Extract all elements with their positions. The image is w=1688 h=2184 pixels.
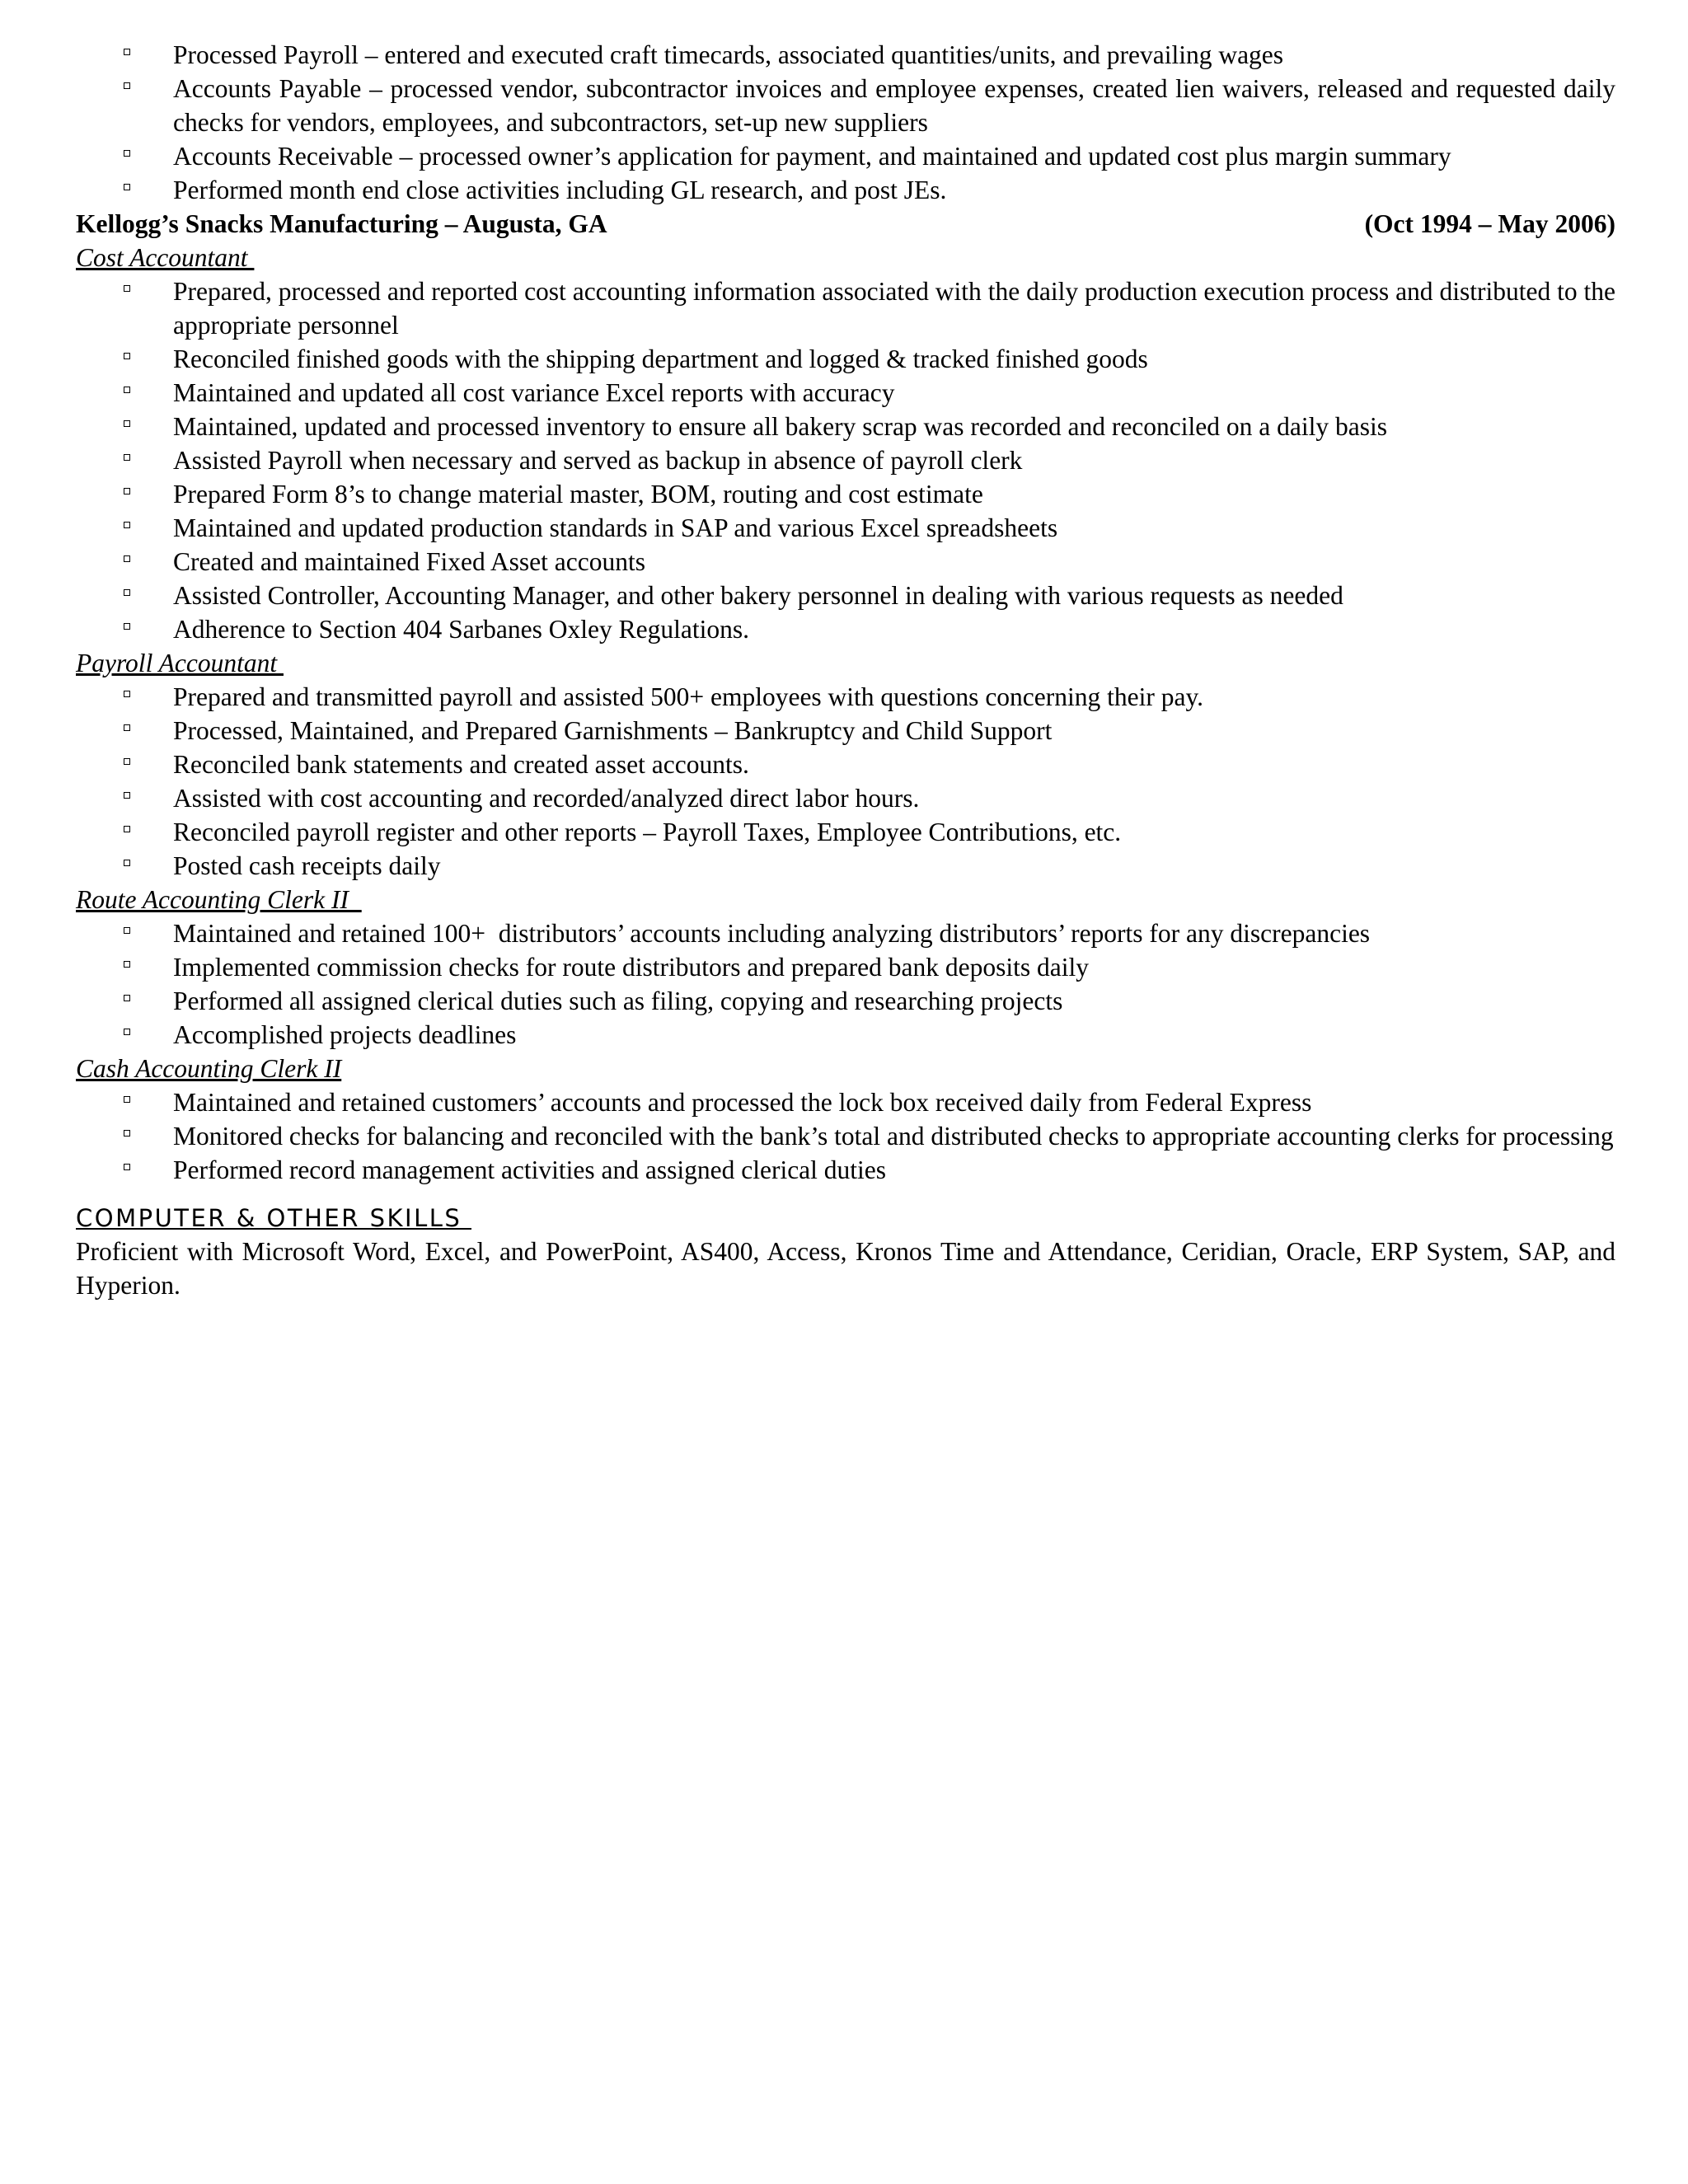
list-item: [76, 1018, 1615, 1052]
skills-paragraph: Proficient with Microsoft Word, Excel, and PowerPoint, AS400, Access, Kronos Time and Attendance, Ceridian, Oracle, ERP System, SAP, and Hyperion.: [76, 1237, 1615, 1300]
bullet-text: Accounts Payable – processed vendor, subcontractor invoices and employee expenses, created lien waivers, released and requested daily checks for vendors, employees, and subcontractors, set-up new suppliers: [173, 74, 1615, 137]
list-item: [76, 612, 1615, 646]
bullet-text: Accomplished projects deadlines: [173, 1020, 517, 1049]
square-bullet-icon: [124, 522, 130, 528]
bullet-text: Performed record management activities and assigned clerical duties: [173, 1155, 887, 1184]
employer-heading: [76, 207, 1615, 241]
list-item: [76, 1153, 1615, 1187]
bullet-text: Maintained and updated all cost variance Excel reports with accuracy: [173, 378, 895, 407]
cost-accountant-bullet-list: [76, 274, 1615, 646]
square-bullet-icon: [124, 387, 130, 393]
bullet-text: Assisted with cost accounting and recorded/analyzed direct labor hours.: [173, 784, 920, 813]
list-item: [76, 916, 1615, 950]
list-item: [76, 984, 1615, 1018]
square-bullet-icon: [124, 454, 130, 461]
payroll-accountant-bullet-list: [76, 680, 1615, 883]
square-bullet-icon: [124, 691, 130, 697]
list-item: [76, 781, 1615, 815]
list-item: [76, 173, 1615, 207]
square-bullet-icon: [124, 995, 130, 1001]
list-item: [76, 815, 1615, 849]
bullet-text: Monitored checks for balancing and reconciled with the bank’s total and distributed checks to appropriate accounting clerks for processing: [173, 1122, 1614, 1151]
list-item: [76, 139, 1615, 173]
square-bullet-icon: [124, 1096, 130, 1103]
square-bullet-icon: [124, 184, 130, 190]
bullet-text: Maintained and retained 100+ distributors’ accounts including analyzing distributors’ reports for any discrepancies: [173, 919, 1371, 948]
bullet-text: Created and maintained Fixed Asset accounts: [173, 547, 645, 576]
square-bullet-icon: [124, 353, 130, 359]
bullet-text: Accounts Receivable – processed owner’s application for payment, and maintained and updated cost plus margin summary: [173, 142, 1451, 171]
square-bullet-icon: [124, 826, 130, 832]
bullet-text: Processed, Maintained, and Prepared Garnishments – Bankruptcy and Child Support: [173, 716, 1053, 745]
square-bullet-icon: [124, 1164, 130, 1170]
square-bullet-icon: [124, 961, 130, 968]
bullet-text: Processed Payroll – entered and executed craft timecards, associated quantities/units, and prevailing wages: [173, 40, 1284, 69]
list-item: [76, 38, 1615, 72]
list-item: [76, 376, 1615, 410]
list-item: [76, 410, 1615, 443]
square-bullet-icon: [124, 49, 130, 55]
bullet-text: Adherence to Section 404 Sarbanes Oxley Regulations.: [173, 615, 749, 644]
role-title-payroll-accountant: Payroll Accountant: [76, 649, 284, 677]
bullet-text: Reconciled bank statements and created asset accounts.: [173, 750, 749, 779]
bullet-text: Implemented commission checks for route distributors and prepared bank deposits daily: [173, 953, 1089, 982]
list-item: [76, 748, 1615, 781]
square-bullet-icon: [124, 589, 130, 596]
square-bullet-icon: [124, 1130, 130, 1137]
role-title-cash-accounting-clerk: Cash Accounting Clerk II: [76, 1054, 342, 1083]
square-bullet-icon: [124, 285, 130, 292]
square-bullet-icon: [124, 724, 130, 731]
list-item: [76, 579, 1615, 612]
skills-section-heading: COMPUTER & OTHER SKILLS: [76, 1204, 472, 1232]
previous-job-bullet-list: [76, 38, 1615, 207]
list-item: [76, 477, 1615, 511]
square-bullet-icon: [124, 758, 130, 765]
list-item: [76, 511, 1615, 545]
bullet-text: Performed all assigned clerical duties such as filing, copying and researching projects: [173, 987, 1063, 1015]
list-item: [76, 1119, 1615, 1153]
list-item: [76, 849, 1615, 883]
bullet-text: Prepared, processed and reported cost accounting information associated with the daily production execution process and distributed to the appropriate personnel: [173, 277, 1615, 340]
bullet-text: Maintained and updated production standards in SAP and various Excel spreadsheets: [173, 513, 1058, 542]
bullet-text: Prepared Form 8’s to change material master, BOM, routing and cost estimate: [173, 480, 983, 509]
square-bullet-icon: [124, 1029, 130, 1035]
role-title-cost-accountant: Cost Accountant: [76, 243, 255, 272]
employer-name: Kellogg’s Snacks Manufacturing – Augusta, GA: [76, 209, 607, 238]
square-bullet-icon: [124, 150, 130, 157]
list-item: [76, 950, 1615, 984]
bullet-text: Posted cash receipts daily: [173, 851, 441, 880]
bullet-text: Assisted Controller, Accounting Manager, and other bakery personnel in dealing with various requests as needed: [173, 581, 1343, 610]
square-bullet-icon: [124, 82, 130, 89]
square-bullet-icon: [124, 488, 130, 494]
role-title-route-accounting-clerk: Route Accounting Clerk II: [76, 885, 362, 914]
bullet-text: Maintained, updated and processed inventory to ensure all bakery scrap was recorded and reconciled on a daily basis: [173, 412, 1387, 441]
square-bullet-icon: [124, 555, 130, 562]
bullet-text: Reconciled payroll register and other reports – Payroll Taxes, Employee Contributions, etc.: [173, 818, 1122, 846]
square-bullet-icon: [124, 927, 130, 934]
list-item: [76, 72, 1615, 139]
bullet-text: Reconciled finished goods with the shipping department and logged & tracked finished goods: [173, 344, 1148, 373]
square-bullet-icon: [124, 420, 130, 427]
list-item: [76, 1085, 1615, 1119]
resume-page: [76, 38, 1615, 1302]
list-item: [76, 714, 1615, 748]
square-bullet-icon: [124, 860, 130, 866]
employment-dates: (Oct 1994 – May 2006): [1364, 209, 1615, 238]
square-bullet-icon: [124, 792, 130, 799]
route-clerk-bullet-list: [76, 916, 1615, 1052]
list-item: [76, 680, 1615, 714]
bullet-text: Assisted Payroll when necessary and served as backup in absence of payroll clerk: [173, 446, 1023, 475]
list-item: [76, 443, 1615, 477]
square-bullet-icon: [124, 623, 130, 630]
bullet-text: Prepared and transmitted payroll and assisted 500+ employees with questions concerning their pay.: [173, 682, 1204, 711]
cash-clerk-bullet-list: [76, 1085, 1615, 1187]
list-item: [76, 342, 1615, 376]
bullet-text: Maintained and retained customers’ accounts and processed the lock box received daily from Federal Express: [173, 1088, 1312, 1117]
bullet-text: Performed month end close activities including GL research, and post JEs.: [173, 176, 947, 204]
list-item: [76, 274, 1615, 342]
list-item: [76, 545, 1615, 579]
